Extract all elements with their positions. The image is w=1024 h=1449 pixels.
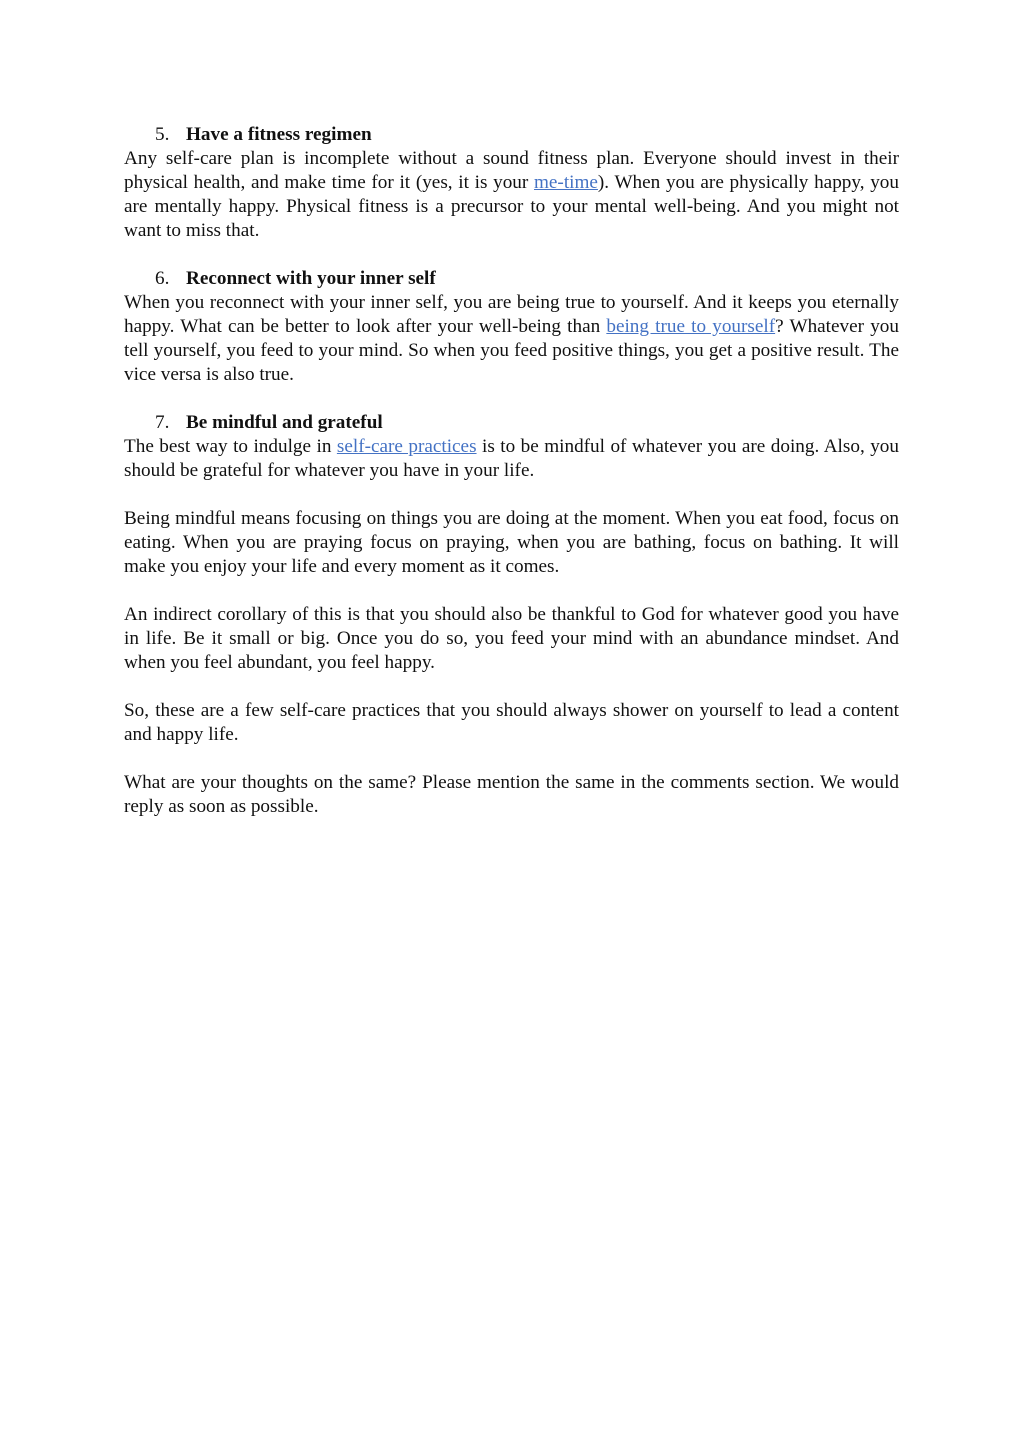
me-time-link[interactable]: me-time — [533, 172, 598, 193]
paragraph: What are your thoughts on the same? Please mention the same in the comments section. We would reply as soon as possible. — [124, 772, 899, 817]
document-page — [124, 123, 899, 819]
section-title: Reconnect with your inner self — [186, 268, 436, 289]
body-text: ). When you are physically happy, you are mentally happy. Physical fitness is a precursor to your mental well-being. And you might not want to miss that. — [124, 172, 899, 241]
list-number: 5. — [155, 124, 170, 145]
being-true-link[interactable]: being true to yourself — [606, 316, 776, 337]
spacer — [124, 243, 899, 267]
body-text: The best way to indulge in — [124, 436, 337, 457]
body-text: Any self-care plan is incomplete without a sound fitness plan. Everyone should invest in their physical health, and make time for it (yes, it is your — [124, 148, 899, 193]
spacer — [124, 675, 899, 699]
body-text: ? Whatever you tell yourself, you feed to your mind. So when you feed positive things, you get a positive result. The vice versa is also true. — [124, 316, 899, 385]
list-number: 7. — [155, 412, 170, 433]
spacer — [124, 579, 899, 603]
section-title: Have a fitness regimen — [186, 124, 372, 145]
paragraph: An indirect corollary of this is that you should also be thankful to God for whatever good you have in life. Be it small or big. Once you do so, you feed your mind with an abundance mindset. And when you feel abundant, you feel happy. — [124, 604, 899, 673]
spacer — [124, 747, 899, 771]
body-text: is to be mindful of whatever you are doing. Also, you should be grateful for whatever you have in your life. — [124, 436, 899, 481]
section-heading-inner-self — [124, 267, 899, 291]
paragraph: Being mindful means focusing on things you are doing at the moment. When you eat food, focus on eating. When you are praying focus on praying, when you are bathing, focus on bathing. It will make you enjoy your life and every moment as it comes. — [124, 508, 899, 577]
spacer — [124, 483, 899, 507]
list-number: 6. — [155, 268, 170, 289]
section-body-mindful — [124, 435, 899, 483]
paragraph: So, these are a few self-care practices that you should always shower on yourself to lead a content and happy life. — [124, 700, 899, 745]
section-body-fitness — [124, 147, 899, 243]
spacer — [124, 387, 899, 411]
section-body-inner-self — [124, 291, 899, 387]
section-title: Be mindful and grateful — [186, 412, 383, 433]
section-heading-mindful — [124, 411, 899, 435]
body-text: When you reconnect with your inner self, you are being true to yourself. And it keeps you eternally happy. What can be better to look after your well-being than — [124, 292, 899, 337]
self-care-practices-link[interactable]: self-care practices — [336, 436, 477, 457]
section-heading-fitness — [124, 123, 899, 147]
